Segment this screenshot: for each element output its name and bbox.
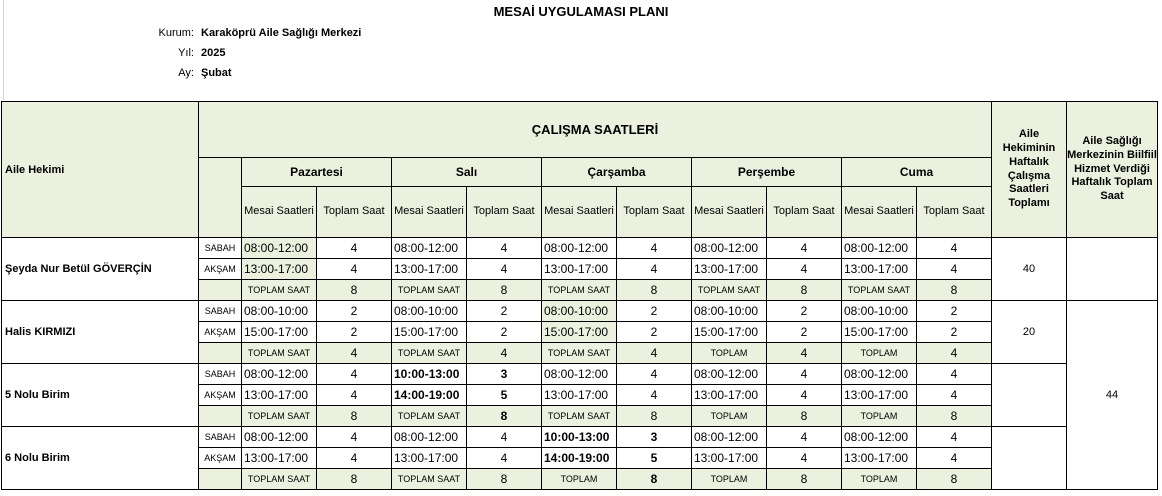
shift-hours: 4: [917, 238, 992, 259]
schedule-table: [1, 101, 1158, 490]
shift-time: 08:00-10:00: [842, 301, 917, 322]
shift-hours: 2: [917, 322, 992, 343]
total-value: 8: [917, 406, 992, 427]
header-day-persembe: Perşembe: [692, 158, 842, 187]
shift-time: 10:00-13:00: [392, 364, 467, 385]
shift-hours: 4: [767, 385, 842, 406]
shift-hours: 2: [467, 322, 542, 343]
shift-time: 08:00-12:00: [542, 238, 617, 259]
shift-hours: 4: [317, 259, 392, 280]
total-value: 4: [617, 343, 692, 364]
shift-time: 08:00-12:00: [242, 364, 317, 385]
header-mesai-saatleri: Mesai Saatleri: [842, 187, 917, 238]
total-label: TOPLAM SAAT: [842, 280, 917, 301]
total-value: 8: [617, 469, 692, 490]
shift-hours: 2: [617, 322, 692, 343]
total-label: TOPLAM SAAT: [692, 280, 767, 301]
shift-hours: 4: [917, 259, 992, 280]
shift-time: 08:00-12:00: [392, 427, 467, 448]
period-blank: [199, 469, 242, 490]
shift-time: 08:00-12:00: [542, 364, 617, 385]
total-label: TOPLAM SAAT: [392, 469, 467, 490]
shift-hours: 3: [617, 427, 692, 448]
total-label: TOPLAM SAAT: [242, 280, 317, 301]
total-value: 8: [317, 469, 392, 490]
total-label: TOPLAM SAAT: [242, 343, 317, 364]
total-value: 4: [467, 343, 542, 364]
period-blank: [199, 406, 242, 427]
header-aile-hekimi: Aile Hekimi: [2, 102, 199, 238]
doctor-name: 5 Nolu Birim: [2, 364, 199, 427]
shift-time: 08:00-12:00: [842, 364, 917, 385]
weekly-total-value: 20: [992, 301, 1067, 364]
shift-hours: 2: [317, 322, 392, 343]
total-value: 4: [767, 343, 842, 364]
shift-hours: 4: [617, 259, 692, 280]
total-value: 8: [467, 406, 542, 427]
shift-hours: 2: [467, 301, 542, 322]
weekly-total-value: 40: [992, 238, 1067, 301]
shift-time: 13:00-17:00: [392, 448, 467, 469]
total-value: 8: [317, 280, 392, 301]
shift-hours: 2: [617, 301, 692, 322]
shift-hours: 4: [767, 364, 842, 385]
shift-hours: 2: [917, 301, 992, 322]
period-label-sabah: SABAH: [199, 427, 242, 448]
shift-time: 08:00-10:00: [542, 301, 617, 322]
header-toplam-saat: Toplam Saat: [317, 187, 392, 238]
shift-hours: 4: [317, 448, 392, 469]
shift-hours: 4: [467, 259, 542, 280]
shift-time: 13:00-17:00: [242, 385, 317, 406]
period-blank: [199, 343, 242, 364]
total-value: 8: [767, 406, 842, 427]
shift-time: 08:00-12:00: [842, 427, 917, 448]
total-value: 8: [917, 280, 992, 301]
shift-hours: 4: [917, 427, 992, 448]
shift-time: 08:00-12:00: [242, 238, 317, 259]
shift-time: 13:00-17:00: [692, 385, 767, 406]
shift-time: 13:00-17:00: [842, 448, 917, 469]
meta-value-ay: Şubat: [201, 67, 232, 79]
shift-hours: 4: [317, 364, 392, 385]
shift-hours: 2: [317, 301, 392, 322]
meta-label-yil: Yıl:: [178, 47, 194, 59]
total-label: TOPLAM SAAT: [542, 343, 617, 364]
period-label-aksam: AKŞAM: [199, 259, 242, 280]
center-total-value: 44: [1067, 301, 1158, 490]
shift-hours: 4: [767, 238, 842, 259]
doctor-name: 6 Nolu Birim: [2, 427, 199, 490]
meta-value-yil: 2025: [201, 47, 226, 59]
total-value: 8: [617, 280, 692, 301]
shift-time: 08:00-12:00: [842, 238, 917, 259]
total-label: TOPLAM: [692, 343, 767, 364]
period-label-aksam: AKŞAM: [199, 448, 242, 469]
period-label-aksam: AKŞAM: [199, 322, 242, 343]
shift-time: 13:00-17:00: [692, 259, 767, 280]
shift-time: 13:00-17:00: [842, 385, 917, 406]
total-label: TOPLAM SAAT: [242, 406, 317, 427]
shift-hours: 3: [467, 364, 542, 385]
shift-hours: 4: [317, 427, 392, 448]
shift-time: 13:00-17:00: [242, 259, 317, 280]
total-value: 4: [317, 343, 392, 364]
shift-time: 15:00-17:00: [692, 322, 767, 343]
header-toplam-saat: Toplam Saat: [767, 187, 842, 238]
header-mesai-saatleri: Mesai Saatleri: [692, 187, 767, 238]
total-label: TOPLAM: [842, 343, 917, 364]
header-mesai-saatleri: Mesai Saatleri: [392, 187, 467, 238]
total-label: TOPLAM: [842, 406, 917, 427]
total-label: TOPLAM SAAT: [542, 406, 617, 427]
shift-time: 13:00-17:00: [392, 259, 467, 280]
shift-time: 08:00-12:00: [692, 238, 767, 259]
shift-time: 15:00-17:00: [392, 322, 467, 343]
shift-hours: 4: [617, 385, 692, 406]
header-center-total: Aile Sağlığı Merkezinin Biilfiil Hizmet Verdiği Haftalık Toplam Saat: [1067, 102, 1158, 238]
shift-hours: 4: [467, 448, 542, 469]
weekly-total-value: [992, 364, 1067, 427]
header-calisma-saatleri: ÇALIŞMA SAATLERİ: [199, 102, 992, 158]
header-day-cuma: Cuma: [842, 158, 992, 187]
period-label-sabah: SABAH: [199, 364, 242, 385]
total-label: TOPLAM SAAT: [242, 469, 317, 490]
shift-hours: 2: [767, 322, 842, 343]
shift-hours: 4: [767, 427, 842, 448]
shift-time: 10:00-13:00: [542, 427, 617, 448]
header-weekly-total: Aile Hekiminin Haftalık Çalışma Saatleri Toplamı: [992, 102, 1067, 238]
shift-time: 13:00-17:00: [692, 448, 767, 469]
period-label-sabah: SABAH: [199, 301, 242, 322]
header-period-blank: [199, 158, 242, 238]
shift-hours: 4: [917, 364, 992, 385]
meta-value-kurum: Karaköprü Aile Sağlığı Merkezi: [201, 27, 362, 39]
total-value: 8: [617, 406, 692, 427]
meta-label-kurum: Kurum:: [158, 27, 194, 39]
total-value: 8: [467, 280, 542, 301]
shift-hours: 5: [617, 448, 692, 469]
center-total-blank: [1067, 238, 1158, 301]
total-value: 4: [917, 343, 992, 364]
total-label: TOPLAM: [692, 406, 767, 427]
shift-hours: 5: [467, 385, 542, 406]
shift-time: 13:00-17:00: [242, 448, 317, 469]
header-day-carsamba: Çarşamba: [542, 158, 692, 187]
header-toplam-saat: Toplam Saat: [467, 187, 542, 238]
shift-hours: 4: [467, 238, 542, 259]
total-label: TOPLAM: [842, 469, 917, 490]
total-label: TOPLAM SAAT: [392, 343, 467, 364]
total-label: TOPLAM SAAT: [542, 280, 617, 301]
header-day-pazartesi: Pazartesi: [242, 158, 392, 187]
total-value: 8: [917, 469, 992, 490]
shift-hours: 2: [767, 301, 842, 322]
shift-time: 08:00-12:00: [692, 364, 767, 385]
header-toplam-saat: Toplam Saat: [617, 187, 692, 238]
shift-hours: 4: [467, 427, 542, 448]
doctor-name: Şeyda Nur Betül GÖVERÇİN: [2, 238, 199, 301]
shift-time: 13:00-17:00: [542, 259, 617, 280]
total-label: TOPLAM: [692, 469, 767, 490]
shift-time: 15:00-17:00: [242, 322, 317, 343]
period-label-aksam: AKŞAM: [199, 385, 242, 406]
shift-time: 14:00-19:00: [542, 448, 617, 469]
shift-time: 08:00-10:00: [242, 301, 317, 322]
total-label: TOPLAM SAAT: [392, 406, 467, 427]
total-value: 8: [317, 406, 392, 427]
shift-time: 13:00-17:00: [842, 259, 917, 280]
total-value: 8: [767, 469, 842, 490]
header-mesai-saatleri: Mesai Saatleri: [542, 187, 617, 238]
total-label: TOPLAM: [542, 469, 617, 490]
shift-time: 15:00-17:00: [542, 322, 617, 343]
period-blank: [199, 280, 242, 301]
meta-label-ay: Ay:: [178, 67, 194, 79]
shift-hours: 4: [767, 448, 842, 469]
shift-time: 08:00-10:00: [392, 301, 467, 322]
shift-hours: 4: [317, 385, 392, 406]
shift-hours: 4: [917, 448, 992, 469]
shift-hours: 4: [767, 259, 842, 280]
shift-time: 08:00-12:00: [692, 427, 767, 448]
period-label-sabah: SABAH: [199, 238, 242, 259]
shift-hours: 4: [917, 385, 992, 406]
header-day-sali: Salı: [392, 158, 542, 187]
document-title: MESAİ UYGULAMASI PLANI: [493, 4, 669, 19]
shift-time: 08:00-12:00: [392, 238, 467, 259]
shift-time: 08:00-10:00: [692, 301, 767, 322]
header-toplam-saat: Toplam Saat: [917, 187, 992, 238]
header-mesai-saatleri: Mesai Saatleri: [242, 187, 317, 238]
weekly-total-value: [992, 427, 1067, 490]
shift-hours: 4: [317, 238, 392, 259]
shift-time: 13:00-17:00: [542, 385, 617, 406]
shift-hours: 4: [617, 364, 692, 385]
total-label: TOPLAM SAAT: [392, 280, 467, 301]
shift-time: 15:00-17:00: [842, 322, 917, 343]
shift-time: 14:00-19:00: [392, 385, 467, 406]
total-value: 8: [467, 469, 542, 490]
shift-time: 08:00-12:00: [242, 427, 317, 448]
total-value: 8: [767, 280, 842, 301]
doctor-name: Halis KIRMIZI: [2, 301, 199, 364]
shift-hours: 4: [617, 238, 692, 259]
